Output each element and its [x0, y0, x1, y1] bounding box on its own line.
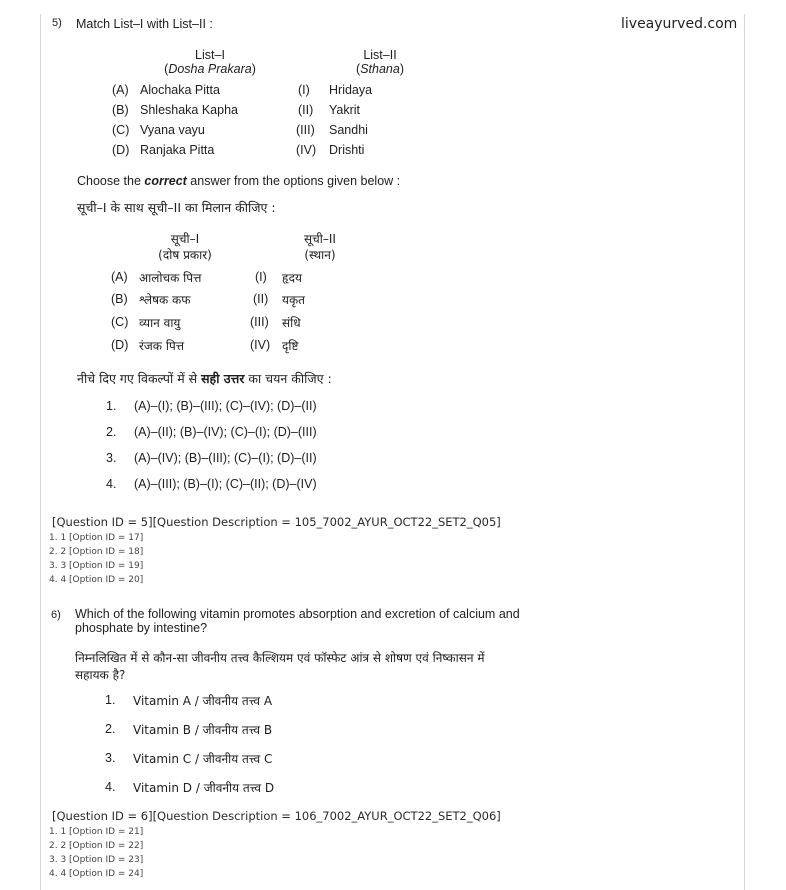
choose-instruction-hindi: नीचे दिए गए विकल्पों में से सही उत्तर का चयन कीजिए : — [77, 371, 332, 386]
list1-item: आलोचक पित्त — [139, 271, 202, 285]
option-id-line: 3. 3 [Option ID = 23] — [49, 855, 144, 865]
list2-label: (III) — [250, 315, 269, 329]
hindi-list2-title: सूची–II — [304, 232, 336, 246]
option-id-line: 4. 4 [Option ID = 24] — [49, 869, 144, 879]
list1-item: Vyana vayu — [140, 123, 205, 137]
option-id-line: 1. 1 [Option ID = 21] — [49, 827, 144, 837]
list1-item: श्लेषक कफ — [139, 293, 191, 307]
list1-item: Ranjaka Pitta — [140, 143, 215, 157]
list1-label: (A) — [111, 270, 128, 284]
option-id-line: 2. 2 [Option ID = 18] — [49, 547, 144, 557]
hindi-list1-title: सूची–I — [170, 232, 200, 246]
list1-label: (D) — [111, 338, 129, 352]
hindi-list2-subtitle: (स्थान) — [304, 248, 336, 262]
list1-label: (C) — [111, 315, 129, 329]
list2-label: (I) — [255, 270, 267, 284]
page-left-border — [40, 14, 41, 890]
option-id-line: 2. 2 [Option ID = 22] — [49, 841, 144, 851]
list1-label: (A) — [112, 83, 129, 97]
list2-label: (II) — [253, 292, 269, 306]
option-text: (A)–(I); (B)–(III); (C)–(IV); (D)–(II) — [134, 399, 317, 413]
option-text: Vitamin D / जीवनीय तत्त्व D — [133, 781, 275, 795]
question-hindi-line1: निम्नलिखित में से कौन-सा जीवनीय तत्त्व कैल्शियम एवं फॉस्फेट आंत्र से शोषण एवं निष्कासन में — [75, 651, 485, 665]
question-prompt-hindi: सूची–I के साथ सूची–II का मिलान कीजिए : — [77, 200, 276, 215]
list2-label: (III) — [296, 123, 315, 137]
question-meta-title: [Question ID = 5][Question Description = 105_7002_AYUR_OCT22_SET2_Q05] — [52, 515, 501, 529]
question-prompt-english: Match List–I with List–II : — [76, 17, 213, 31]
choose-instruction-english: Choose the correct answer from the options given below : — [77, 174, 401, 188]
list2-label: (II) — [298, 103, 314, 117]
list2-item: Hridaya — [329, 83, 373, 97]
list2-title: List–II — [363, 48, 397, 62]
list1-label: (C) — [112, 123, 130, 137]
list1-item: व्यान वायु — [139, 316, 181, 330]
option-number: 2. — [106, 425, 117, 439]
list2-label: (IV) — [250, 338, 271, 352]
option-number: 3. — [105, 751, 116, 765]
list1-subtitle: (Dosha Prakara) — [164, 62, 256, 76]
option-id-line: 1. 1 [Option ID = 17] — [49, 533, 144, 543]
question-english-line1: Which of the following vitamin promotes absorption and excretion of calcium and — [75, 607, 520, 621]
option-number: 4. — [106, 477, 117, 491]
list1-label: (D) — [112, 143, 130, 157]
option-id-line: 3. 3 [Option ID = 19] — [49, 561, 144, 571]
list2-subtitle: (Sthana) — [356, 62, 404, 76]
list2-item: संधि — [282, 316, 301, 330]
option-id-line: 4. 4 [Option ID = 20] — [49, 575, 144, 585]
list2-item: हृदय — [282, 271, 302, 285]
list2-item: Drishti — [329, 143, 365, 157]
question-english-line2: phosphate by intestine? — [75, 621, 208, 635]
list1-label: (B) — [111, 292, 128, 306]
question-meta-title: [Question ID = 6][Question Description = 106_7002_AYUR_OCT22_SET2_Q06] — [52, 809, 501, 823]
list1-item: Shleshaka Kapha — [140, 103, 238, 117]
option-text: (A)–(II); (B)–(IV); (C)–(I); (D)–(III) — [134, 425, 317, 439]
option-text: (A)–(III); (B)–(I); (C)–(II); (D)–(IV) — [134, 477, 317, 491]
list2-item: Yakrit — [329, 103, 361, 117]
list2-item: दृष्टि — [282, 339, 299, 353]
option-text: Vitamin A / जीवनीय तत्त्व A — [133, 694, 273, 708]
list2-item: Sandhi — [329, 123, 368, 137]
list2-item: यकृत — [282, 293, 306, 307]
option-number: 4. — [105, 780, 116, 794]
option-number: 3. — [106, 451, 117, 465]
list1-label: (B) — [112, 103, 129, 117]
page-right-border — [744, 14, 745, 890]
option-number: 1. — [105, 693, 116, 707]
list1-item: Alochaka Pitta — [140, 83, 220, 97]
option-number: 1. — [106, 399, 117, 413]
option-text: (A)–(IV); (B)–(III); (C)–(I); (D)–(II) — [134, 451, 317, 465]
question-number: 6) — [51, 609, 61, 621]
list1-item: रंजक पित्त — [139, 339, 185, 353]
option-text: Vitamin B / जीवनीय तत्त्व B — [133, 723, 273, 737]
option-number: 2. — [105, 722, 116, 736]
list2-label: (IV) — [296, 143, 317, 157]
watermark: liveayurved.com — [621, 16, 738, 32]
list2-label: (I) — [298, 83, 310, 97]
hindi-list1-subtitle: (दोष प्रकार) — [158, 248, 212, 262]
question-number: 5) — [52, 17, 62, 29]
option-text: Vitamin C / जीवनीय तत्त्व C — [133, 752, 273, 766]
question-hindi-line2: सहायक है? — [75, 668, 126, 682]
list1-title: List–I — [195, 48, 225, 62]
